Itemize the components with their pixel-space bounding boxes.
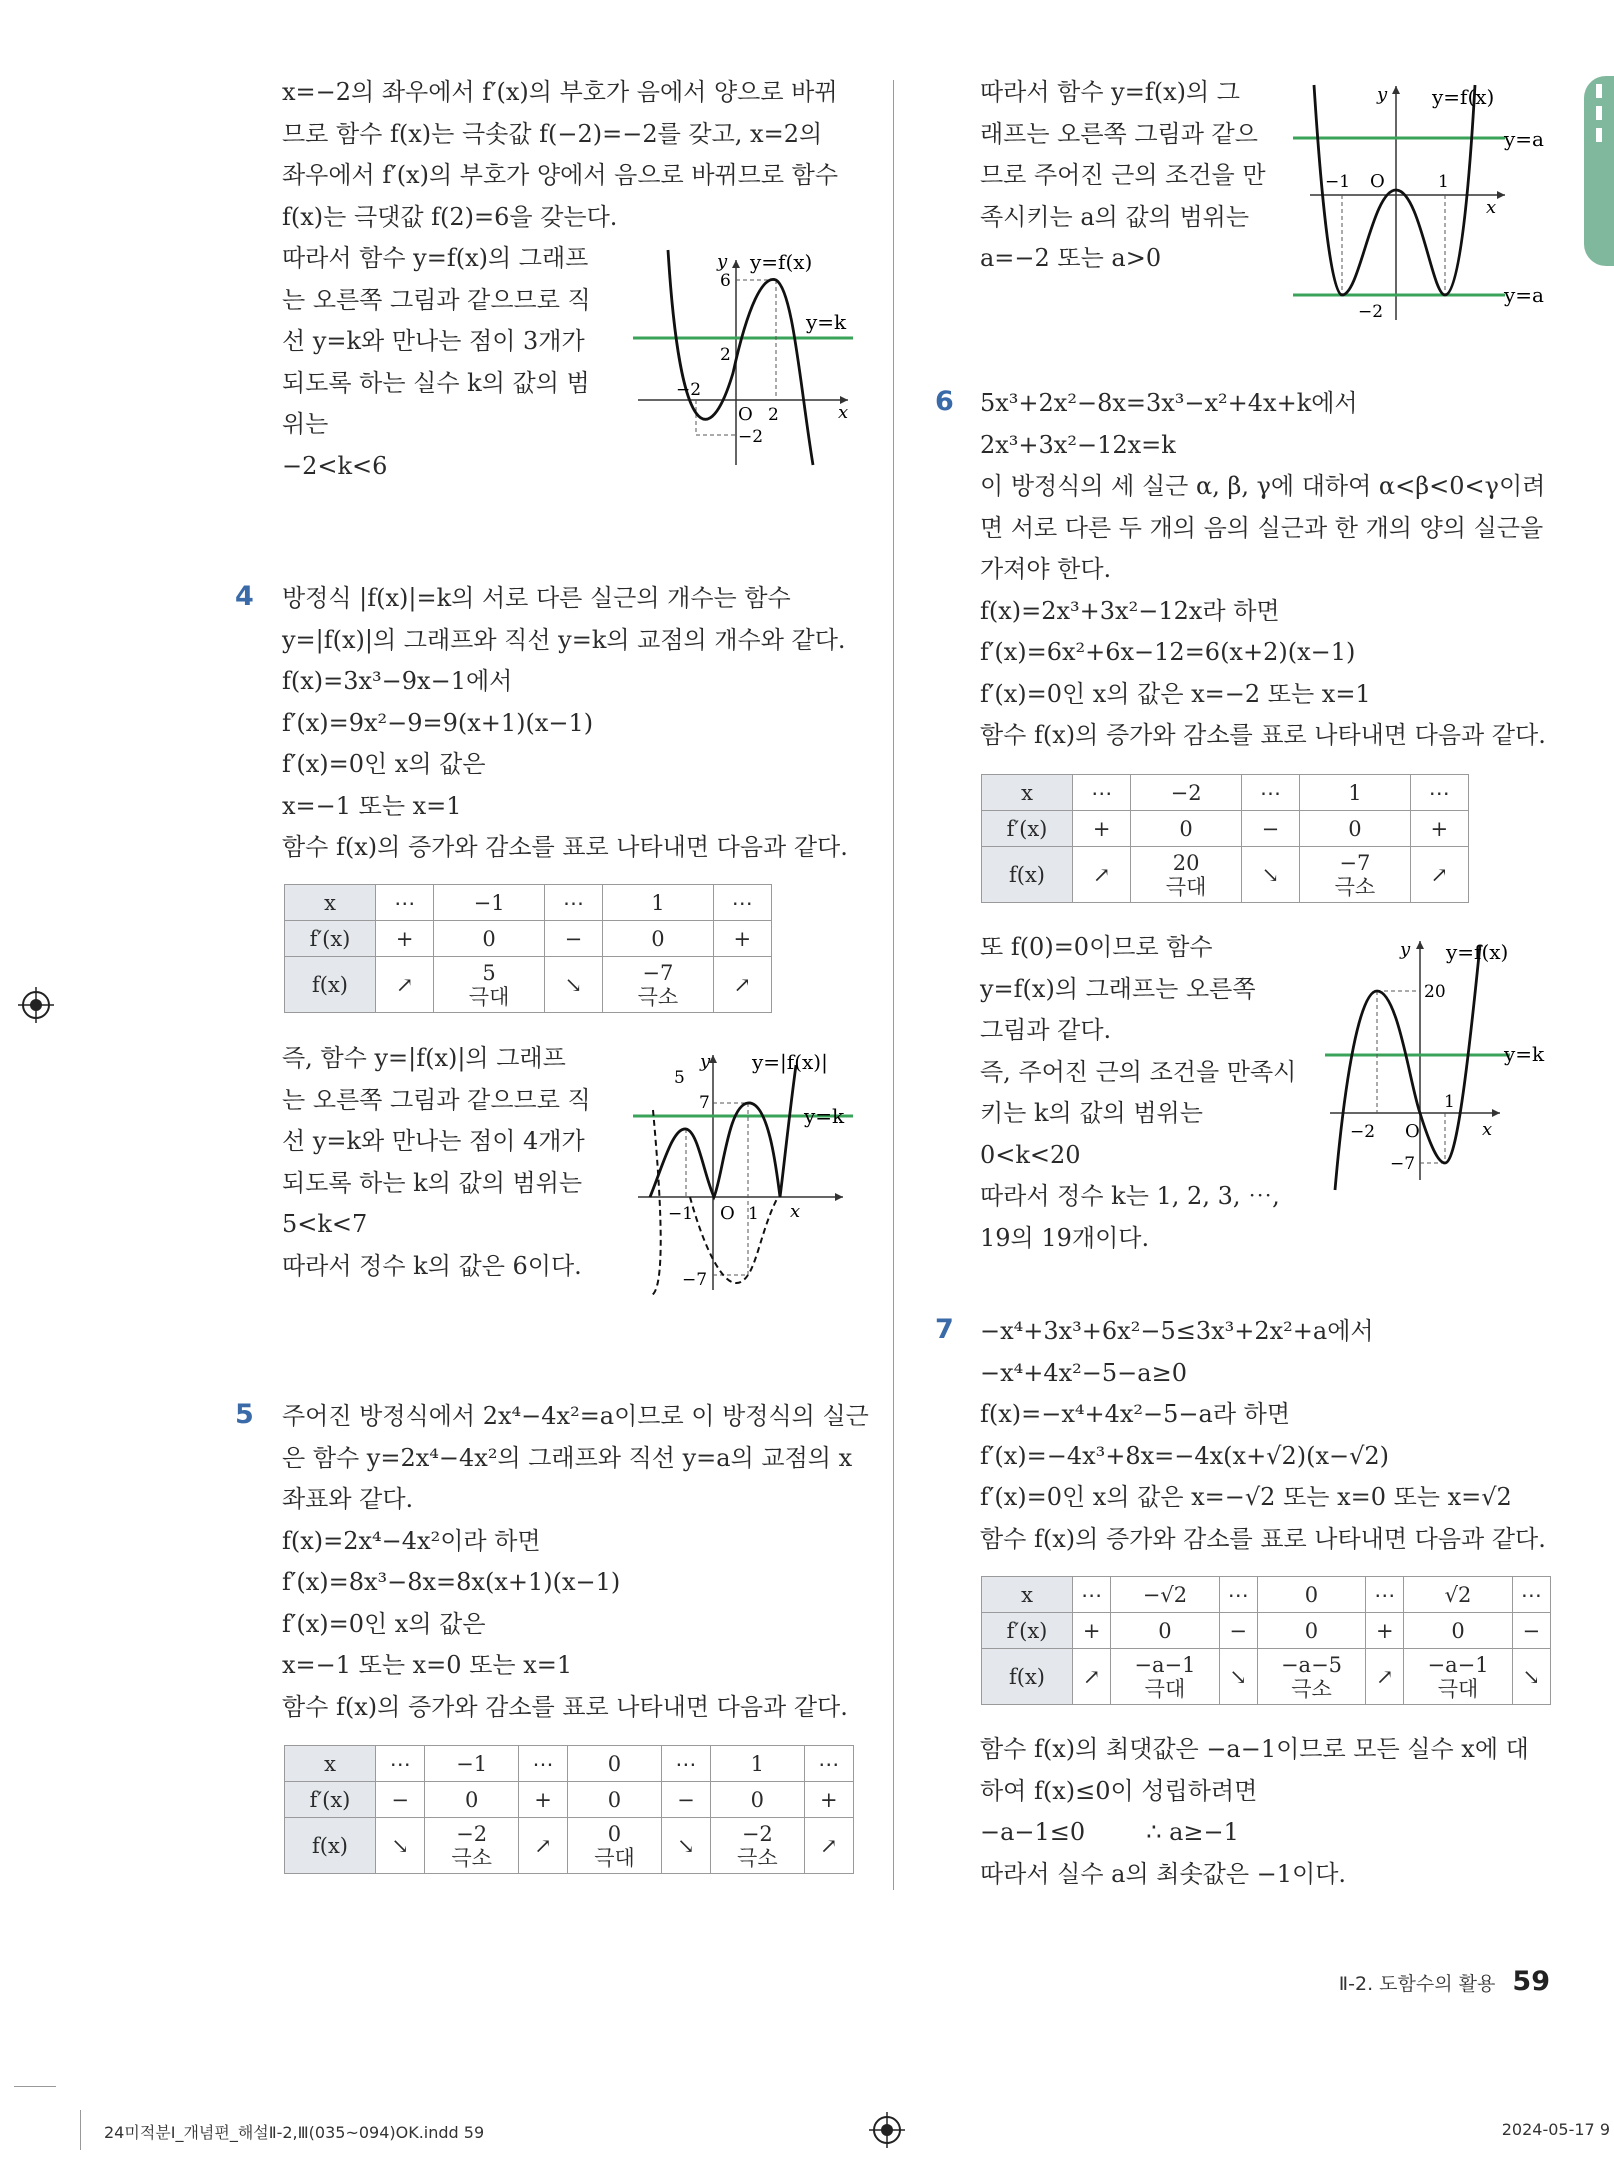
table-cell: x bbox=[982, 1577, 1073, 1613]
table-cell: − bbox=[1219, 1613, 1257, 1649]
table-cell: + bbox=[804, 1782, 853, 1818]
table-cell: ⋯ bbox=[1366, 1577, 1404, 1613]
question-number: 6 bbox=[935, 386, 954, 417]
table-cell: + bbox=[518, 1782, 567, 1818]
footer-date: 2024-05-17 9 bbox=[1501, 2120, 1610, 2139]
table-cell: ↘ bbox=[376, 1818, 425, 1874]
cell-value: 0 bbox=[607, 1821, 622, 1846]
table-cell: + bbox=[1073, 1613, 1111, 1649]
q6-sign-table bbox=[981, 774, 1469, 903]
registration-mark-icon bbox=[869, 2112, 905, 2148]
table-cell: 1 bbox=[603, 885, 713, 921]
graph-y-label: y bbox=[717, 251, 728, 272]
table-cell: −√2 bbox=[1111, 1577, 1219, 1613]
text-line: 가져야 한다. bbox=[980, 555, 1112, 583]
table-cell: − bbox=[544, 921, 602, 957]
text-line: 는 오른쪽 그림과 같으므로 직 bbox=[282, 285, 591, 314]
text-line: f′(x)=0인 x의 값은 x=−√2 또는 x=0 또는 x=√2 bbox=[980, 1483, 1512, 1511]
graph-x-label: x bbox=[1486, 197, 1497, 218]
graph-line-label: y=a bbox=[1504, 127, 1544, 151]
question-number: 4 bbox=[235, 581, 254, 612]
table-cell: ↗ bbox=[1073, 1649, 1111, 1705]
text-line: 은 함수 y=2x⁴−4x²의 그래프와 직선 y=a의 교점의 x bbox=[282, 1443, 853, 1472]
graph-tick-label: −1 bbox=[668, 1204, 694, 1224]
table-cell: ⋯ bbox=[804, 1746, 853, 1782]
text-line: 함수 f(x)의 증가와 감소를 표로 나타내면 다음과 같다. bbox=[980, 721, 1546, 749]
table-cell: 0 bbox=[1404, 1613, 1512, 1649]
q4-body bbox=[282, 578, 848, 869]
table-cell: ⋯ bbox=[1410, 775, 1468, 811]
right-intro bbox=[980, 72, 1266, 280]
table-cell bbox=[1404, 1649, 1512, 1705]
text-line: 따라서 함수 y=f(x)의 그 bbox=[980, 78, 1240, 106]
table-cell: ↘ bbox=[1241, 847, 1299, 903]
graph-tick-label: 7 bbox=[699, 1093, 710, 1113]
text-line: −x⁴+4x²−5−a≥0 bbox=[980, 1358, 1187, 1387]
table-cell: ↗ bbox=[1073, 847, 1131, 903]
graph-tick-label: −1 bbox=[1325, 172, 1351, 192]
text-line: f(x)는 극댓값 f(2)=6을 갖는다. bbox=[282, 202, 618, 231]
registration-mark-icon bbox=[18, 987, 54, 1023]
graph-line-label: y=a bbox=[1504, 283, 1544, 307]
cell-note: 극대 bbox=[468, 984, 510, 1009]
section-title: Ⅱ-2. 도함수의 활용 bbox=[1338, 1973, 1496, 1995]
text-line: 방정식 |f(x)|=k의 서로 다른 실근의 개수는 함수 bbox=[282, 584, 791, 612]
table-cell: ⋯ bbox=[1073, 775, 1131, 811]
cell-value: −a−1 bbox=[1134, 1652, 1196, 1677]
table-cell bbox=[603, 957, 713, 1013]
graph-origin-label: O bbox=[720, 1203, 735, 1224]
table-cell bbox=[1300, 847, 1410, 903]
graph-tick-label: −2 bbox=[738, 427, 764, 447]
table-cell: 1 bbox=[1300, 775, 1410, 811]
text-line: 2x³+3x²−12x=k bbox=[980, 430, 1176, 459]
graph-y-label: y bbox=[1377, 84, 1388, 105]
text-line: f(x)=2x³+3x²−12x라 하면 bbox=[980, 596, 1280, 625]
text-line: 함수 f(x)의 증가와 감소를 표로 나타내면 다음과 같다. bbox=[282, 833, 848, 861]
text-line: 선 y=k와 만나는 점이 3개가 bbox=[282, 327, 585, 355]
table-cell: ↘ bbox=[1512, 1649, 1550, 1705]
table-cell: f(x) bbox=[982, 1649, 1073, 1705]
table-cell: + bbox=[1073, 811, 1131, 847]
table-cell: f′(x) bbox=[285, 1782, 376, 1818]
text-line: f(x)=3x³−9x−1에서 bbox=[282, 667, 513, 695]
graph-quartic bbox=[1290, 80, 1560, 325]
graph-tick-label: 2 bbox=[768, 405, 779, 425]
table-cell: 0 bbox=[711, 1782, 804, 1818]
text-line: x=−2의 좌우에서 f′(x)의 부호가 음에서 양으로 바뀌 bbox=[282, 78, 838, 106]
table-cell: 0 bbox=[1300, 811, 1410, 847]
table-cell bbox=[434, 957, 544, 1013]
table-cell: −1 bbox=[434, 885, 544, 921]
cell-note: 극소 bbox=[1291, 1676, 1332, 1701]
cell-note: 극소 bbox=[1334, 874, 1376, 899]
graph-tick-label: −2 bbox=[1350, 1122, 1376, 1142]
table-cell: + bbox=[713, 921, 771, 957]
table-cell: f(x) bbox=[285, 957, 376, 1013]
q6-after bbox=[980, 927, 1296, 1259]
text-line: f(x)=2x⁴−4x²이라 하면 bbox=[282, 1526, 541, 1555]
table-cell: ⋯ bbox=[1241, 775, 1299, 811]
chapter-side-tab bbox=[1584, 76, 1614, 266]
cell-note: 극소 bbox=[451, 1845, 492, 1870]
text-line: 위는 bbox=[282, 410, 329, 438]
graph-tick-label: −7 bbox=[682, 1270, 708, 1290]
cell-value: −2 bbox=[456, 1821, 488, 1846]
graph-origin-label: O bbox=[738, 404, 753, 425]
table-cell: ↗ bbox=[1366, 1649, 1404, 1705]
graph-curve-label: y=|f(x)| bbox=[752, 1050, 828, 1074]
text-line: −a−1≤0 ∴ a≥−1 bbox=[980, 1818, 1239, 1846]
footer-rule bbox=[14, 2086, 56, 2087]
q4-after bbox=[282, 1038, 591, 1287]
table-cell: 0 bbox=[1131, 811, 1241, 847]
table-cell: f′(x) bbox=[982, 1613, 1073, 1649]
text-line: f′(x)=9x²−9=9(x+1)(x−1) bbox=[282, 708, 594, 737]
table-cell: ↘ bbox=[544, 957, 602, 1013]
text-line: −2<k<6 bbox=[282, 451, 388, 480]
cell-value: −7 bbox=[642, 960, 674, 985]
text-line: 좌표와 같다. bbox=[282, 1485, 414, 1513]
table-cell: f(x) bbox=[982, 847, 1073, 903]
table-cell: − bbox=[376, 1782, 425, 1818]
graph-y-label: y bbox=[700, 1051, 711, 1072]
text-line: 함수 f(x)의 증가와 감소를 표로 나타내면 다음과 같다. bbox=[980, 1524, 1546, 1553]
cell-note: 극대 bbox=[594, 1845, 635, 1870]
table-cell bbox=[711, 1818, 804, 1874]
text-line: 함수 f(x)의 증가와 감소를 표로 나타내면 다음과 같다. bbox=[282, 1692, 848, 1721]
graph-tick-label: −2 bbox=[676, 380, 702, 400]
table-cell bbox=[1257, 1649, 1365, 1705]
text-line: f′(x)=−4x³+8x=−4x(x+√2)(x−√2) bbox=[980, 1441, 1390, 1470]
table-cell: ↗ bbox=[376, 957, 434, 1013]
graph-line-label: y=k bbox=[806, 310, 847, 334]
table-cell: 0 bbox=[1111, 1613, 1219, 1649]
table-cell: −1 bbox=[425, 1746, 518, 1782]
table-cell: x bbox=[285, 885, 376, 921]
table-cell: 0 bbox=[1257, 1577, 1365, 1613]
question-number: 7 bbox=[935, 1314, 954, 1345]
text-line: y=|f(x)|의 그래프와 직선 y=k의 교점의 개수와 같다. bbox=[282, 625, 846, 654]
table-cell: ↘ bbox=[1219, 1649, 1257, 1705]
graph-y-label: y bbox=[1400, 939, 1411, 960]
text-line: 는 오른쪽 그림과 같으므로 직 bbox=[282, 1085, 591, 1114]
cell-note: 극소 bbox=[737, 1845, 778, 1870]
table-cell: x bbox=[285, 1746, 376, 1782]
cell-value: 20 bbox=[1172, 850, 1200, 875]
table-cell: ⋯ bbox=[376, 1746, 425, 1782]
text-line: 하여 f(x)≤0이 성립하려면 bbox=[980, 1776, 1258, 1805]
table-cell: 0 bbox=[1257, 1613, 1365, 1649]
table-cell bbox=[1111, 1649, 1219, 1705]
table-cell: ↘ bbox=[661, 1818, 710, 1874]
graph-abs-cubic bbox=[628, 1045, 858, 1295]
table-cell: f′(x) bbox=[285, 921, 376, 957]
text-line: 함수 f(x)의 최댓값은 −a−1이므로 모든 실수 x에 대 bbox=[980, 1735, 1529, 1763]
table-cell: ⋯ bbox=[1512, 1577, 1550, 1613]
cell-value: 5 bbox=[482, 960, 496, 985]
table-cell: + bbox=[1366, 1613, 1404, 1649]
table-cell: ↗ bbox=[713, 957, 771, 1013]
text-line: 또 f(0)=0이므로 함수 bbox=[980, 933, 1213, 961]
text-line: f′(x)=8x³−8x=8x(x+1)(x−1) bbox=[282, 1568, 621, 1596]
table-cell: ⋯ bbox=[376, 885, 434, 921]
text-line: 그림과 같다. bbox=[980, 1016, 1112, 1044]
table-cell: + bbox=[1410, 811, 1468, 847]
text-line: 따라서 함수 y=f(x)의 그래프 bbox=[282, 244, 589, 272]
graph-cubic-right bbox=[1320, 935, 1560, 1195]
text-line: 므로 함수 f(x)는 극솟값 f(−2)=−2를 갖고, x=2의 bbox=[282, 119, 823, 148]
graph-tick-label: −7 bbox=[1390, 1154, 1416, 1174]
table-cell: ↗ bbox=[518, 1818, 567, 1874]
text-line: 즉, 주어진 근의 조건을 만족시 bbox=[980, 1057, 1297, 1086]
q6-body bbox=[980, 383, 1546, 757]
table-cell: 0 bbox=[568, 1746, 661, 1782]
text-line: 므로 주어진 근의 조건을 만 bbox=[980, 161, 1266, 189]
text-line: f′(x)=0인 x의 값은 bbox=[282, 1609, 486, 1638]
table-cell: ⋯ bbox=[544, 885, 602, 921]
text-line: y=f(x)의 그래프는 오른쪽 bbox=[980, 974, 1256, 1003]
table-cell bbox=[425, 1818, 518, 1874]
table-cell: ⋯ bbox=[661, 1746, 710, 1782]
table-cell: ↗ bbox=[1410, 847, 1468, 903]
table-cell: 1 bbox=[711, 1746, 804, 1782]
text-line: 따라서 정수 k는 1, 2, 3, ⋯, bbox=[980, 1182, 1280, 1210]
table-cell: 0 bbox=[568, 1782, 661, 1818]
graph-tick-label: 20 bbox=[1424, 982, 1446, 1002]
table-cell: ⋯ bbox=[1219, 1577, 1257, 1613]
table-cell: ⋯ bbox=[1073, 1577, 1111, 1613]
table-cell bbox=[1131, 847, 1241, 903]
graph-tick-label: 2 bbox=[720, 345, 731, 365]
q7-sign-table bbox=[981, 1576, 1551, 1705]
text-line: 되도록 하는 실수 k의 값의 범 bbox=[282, 368, 590, 397]
question-number: 5 bbox=[235, 1399, 254, 1430]
text-line: f′(x)=0인 x의 값은 bbox=[282, 750, 486, 778]
cell-note: 극대 bbox=[1437, 1676, 1479, 1701]
graph-tick-label: 1 bbox=[1438, 172, 1449, 192]
text-line: 19의 19개이다. bbox=[980, 1223, 1150, 1252]
graph-x-label: x bbox=[790, 1201, 801, 1222]
q4-sign-table bbox=[284, 884, 772, 1013]
table-cell: 0 bbox=[425, 1782, 518, 1818]
graph-tick-label: 6 bbox=[720, 271, 731, 291]
graph-x-label: x bbox=[838, 402, 849, 423]
text-line: 래프는 오른쪽 그림과 같으 bbox=[980, 119, 1258, 148]
graph-curve-label: y=f(x) bbox=[750, 250, 813, 274]
text-line: 면 서로 다른 두 개의 음의 실근과 한 개의 양의 실근을 bbox=[980, 513, 1544, 542]
table-cell: ⋯ bbox=[518, 1746, 567, 1782]
table-cell: f′(x) bbox=[982, 811, 1073, 847]
graph-tick-label: 5 bbox=[674, 1068, 685, 1088]
cell-note: 극대 bbox=[1165, 874, 1207, 899]
table-cell: −2 bbox=[1131, 775, 1241, 811]
graph-curve-label: y=f(x) bbox=[1446, 940, 1509, 964]
q7-body bbox=[980, 1311, 1546, 1560]
cell-value: −a−5 bbox=[1280, 1652, 1343, 1677]
text-line: 키는 k의 값의 범위는 bbox=[980, 1099, 1203, 1127]
graph-x-label: x bbox=[1482, 1119, 1493, 1140]
table-cell: ⋯ bbox=[713, 885, 771, 921]
text-line: 주어진 방정식에서 2x⁴−4x²=a이므로 이 방정식의 실근 bbox=[282, 1402, 869, 1430]
text-line: 족시키는 a의 값의 범위는 bbox=[980, 202, 1250, 231]
table-cell: − bbox=[1241, 811, 1299, 847]
footer-tick bbox=[80, 2110, 81, 2150]
text-line: 0<k<20 bbox=[980, 1140, 1081, 1169]
cell-note: 극소 bbox=[637, 984, 679, 1009]
table-cell: + bbox=[376, 921, 434, 957]
table-cell bbox=[568, 1818, 661, 1874]
column-divider bbox=[893, 80, 894, 1890]
table-cell: f(x) bbox=[285, 1818, 376, 1874]
text-line: 즉, 함수 y=|f(x)|의 그래프 bbox=[282, 1044, 566, 1072]
text-line: 따라서 정수 k의 값은 6이다. bbox=[282, 1251, 582, 1280]
graph-line-label: y=k bbox=[1504, 1042, 1545, 1066]
graph-cubic-left bbox=[628, 245, 858, 470]
text-line: 따라서 실수 a의 최솟값은 −1이다. bbox=[980, 1859, 1347, 1888]
text-line: 5<k<7 bbox=[282, 1210, 368, 1238]
graph-origin-label: O bbox=[1405, 1121, 1420, 1142]
q5-body bbox=[282, 1396, 869, 1728]
text-line: f(x)=−x⁴+4x²−5−a라 하면 bbox=[980, 1400, 1291, 1428]
table-cell: x bbox=[982, 775, 1073, 811]
text-line: f′(x)=0인 x의 값은 x=−2 또는 x=1 bbox=[980, 679, 1371, 708]
page-number: 59 bbox=[1512, 1966, 1550, 1997]
table-cell: − bbox=[661, 1782, 710, 1818]
cell-value: −a−1 bbox=[1427, 1652, 1489, 1677]
table-cell: 0 bbox=[603, 921, 713, 957]
table-cell: 0 bbox=[434, 921, 544, 957]
text-line: 이 방정식의 세 실근 α, β, γ에 대하여 α<β<0<γ이려 bbox=[980, 472, 1546, 500]
text-line: x=−1 또는 x=1 bbox=[282, 791, 462, 820]
cell-value: −2 bbox=[741, 1821, 773, 1846]
graph-origin-label: O bbox=[1370, 171, 1385, 192]
table-cell: ↗ bbox=[804, 1818, 853, 1874]
q5-sign-table bbox=[284, 1745, 854, 1874]
text-line: 5x³+2x²−8x=3x³−x²+4x+k에서 bbox=[980, 389, 1358, 417]
graph-tick-label: 1 bbox=[748, 1204, 759, 1224]
table-cell: √2 bbox=[1404, 1577, 1512, 1613]
text-line: a=−2 또는 a>0 bbox=[980, 244, 1162, 272]
text-line: 되도록 하는 k의 값의 범위는 bbox=[282, 1168, 583, 1197]
graph-line-label: y=k bbox=[804, 1104, 845, 1128]
cell-value: −7 bbox=[1339, 850, 1371, 875]
text-line: x=−1 또는 x=0 또는 x=1 bbox=[282, 1651, 573, 1679]
cell-note: 극대 bbox=[1144, 1676, 1186, 1701]
graph-tick-label: −2 bbox=[1358, 302, 1384, 322]
text-line: f′(x)=6x²+6x−12=6(x+2)(x−1) bbox=[980, 638, 1356, 666]
text-line: −x⁴+3x³+6x²−5≤3x³+2x²+a에서 bbox=[980, 1317, 1374, 1345]
graph-curve-label: y=f(x) bbox=[1432, 85, 1495, 109]
q7-after bbox=[980, 1729, 1529, 1895]
table-cell: − bbox=[1512, 1613, 1550, 1649]
graph-tick-label: 1 bbox=[1444, 1092, 1455, 1112]
text-line: 선 y=k와 만나는 점이 4개가 bbox=[282, 1127, 585, 1155]
page-number-block bbox=[1339, 1966, 1550, 1997]
text-line: 좌우에서 f′(x)의 부호가 양에서 음으로 바뀌므로 함수 bbox=[282, 161, 839, 189]
footer-file: 24미적분Ⅰ_개념편_해설Ⅱ-2,Ⅲ(035~094)OK.indd 59 bbox=[104, 2123, 485, 2142]
